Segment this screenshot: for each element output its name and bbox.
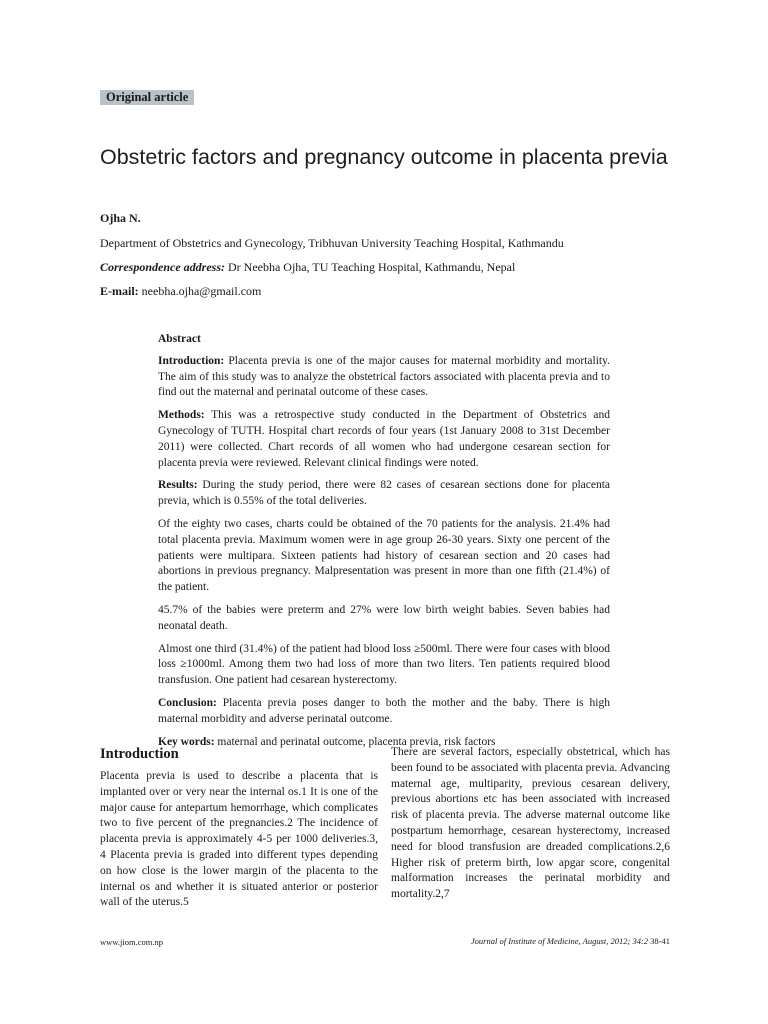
body-column-left: [100, 745, 378, 911]
abstract-conclusion-label: Conclusion:: [158, 696, 217, 709]
abstract-introduction-label: Introduction:: [158, 354, 225, 367]
footer-pages: 38-41: [648, 936, 670, 946]
footer-citation: [471, 936, 670, 946]
abstract-conclusion: [158, 696, 610, 728]
correspondence-label: Correspondence address:: [100, 260, 225, 274]
abstract-heading: Abstract: [158, 333, 201, 345]
correspondence-value: Dr Neebha Ojha, TU Teaching Hospital, Kathmandu, Nepal: [225, 260, 516, 274]
correspondence-address: [100, 260, 515, 275]
abstract-results-paragraph-4: Almost one third (31.4%) of the patient had blood loss ≥500ml. There were four cases with blood loss ≥1000ml. Among them two had loss of more than two liters. Ten patients required blood transfusion. One patient had cesarean hysterectomy.: [158, 642, 610, 687]
abstract-results: [158, 478, 610, 510]
abstract-keywords-label: Key words:: [158, 735, 215, 748]
affiliation: Department of Obstetrics and Gynecology, Tribhuvan University Teaching Hospital, Kathmandu: [100, 236, 564, 250]
introduction-paragraph-right: There are several factors, especially obstetrical, which has been found to be associated with placenta previa. Advancing maternal age, multiparity, previous cesarean delivery, previous abortions etc has been associated with increased risk of placenta previa. The adverse maternal outcome like postpartum hemorrhage, cesarean hysterectomy, increased need for blood transfusion are dreaded complications.2,6 Higher risk of preterm birth, low apgar score, congenital malformation increases the perinatal morbidity and mortality.2,7: [391, 746, 670, 901]
email-label: E-mail:: [100, 284, 139, 298]
footer-journal: Journal of Institute of Medicine, August, 2012; 34:2: [470, 936, 649, 946]
abstract-keywords-text: maternal and perinatal outcome, placenta previa, risk factors: [214, 735, 496, 748]
article-title: Obstetric factors and pregnancy outcome in placenta previa: [100, 145, 668, 169]
abstract-results-paragraph-3: 45.7% of the babies were preterm and 27% were low birth weight babies. Seven babies had neonatal death.: [158, 603, 610, 632]
abstract: [158, 332, 610, 757]
introduction-heading: Introduction: [100, 746, 179, 762]
abstract-results-label: Results:: [158, 479, 198, 492]
abstract-results-text: During the study period, there were 82 cases of cesarean sections done for placenta previa, which is 0.55% of the total deliveries.: [158, 479, 610, 508]
abstract-introduction: [158, 354, 610, 401]
body-column-right: [391, 745, 670, 903]
abstract-conclusion-text: Placenta previa poses danger to both the mother and the baby. There is high maternal morbidity and adverse perinatal outcome.: [158, 696, 610, 725]
abstract-methods: [158, 408, 610, 471]
author: Ojha N.: [100, 211, 141, 225]
email-line: [100, 284, 261, 299]
introduction-paragraph-left: Placenta previa is used to describe a placenta that is implanted over or very near the internal os.1 It is one of the major cause for antepartum hemorrhage, which complicates two to five percent of the pregnancies.2 The incidence of placenta previa is approximately 4-5 per 1000 deliveries.3, 4 Placenta previa is graded into different types depending on how close is the lower margin of the placenta to the internal os and whether it is situated anterior or posterior wall of the uterus.5: [100, 770, 378, 909]
article-type-label: Original article: [100, 90, 194, 105]
footer-website: www.jiom.com.np: [100, 937, 163, 947]
abstract-introduction-text: Placenta previa is one of the major causes for maternal morbidity and mortality. The aim of this study was to analyze the obstetrical factors associated with placenta previa and to find out the maternal and perinatal outcome of these cases.: [158, 354, 610, 399]
abstract-methods-text: This was a retrospective study conducted in the Department of Obstetrics and Gynecology of TUTH. Hospital chart records of four years (1st January 2008 to 31st December 2011) were collected. Chart records of all women who had undergone cesarean section for placenta previa were reviewed. Relevant clinical findings were noted.: [158, 409, 610, 469]
abstract-results-paragraph-2: Of the eighty two cases, charts could be obtained of the 70 patients for the analysis. 21.4% had total placenta previa. Maximum women were in age group 26-30 years. Sixty one percent of the patients were multipara. Sixteen patients had history of cesarean section and 20 cases had abortions in previous pregnancy. Malpresentation was present in more than one fifth (21.4%) of the patient.: [158, 517, 610, 594]
email-value: neebha.ojha@gmail.com: [138, 284, 262, 298]
abstract-methods-label: Methods:: [158, 409, 205, 422]
